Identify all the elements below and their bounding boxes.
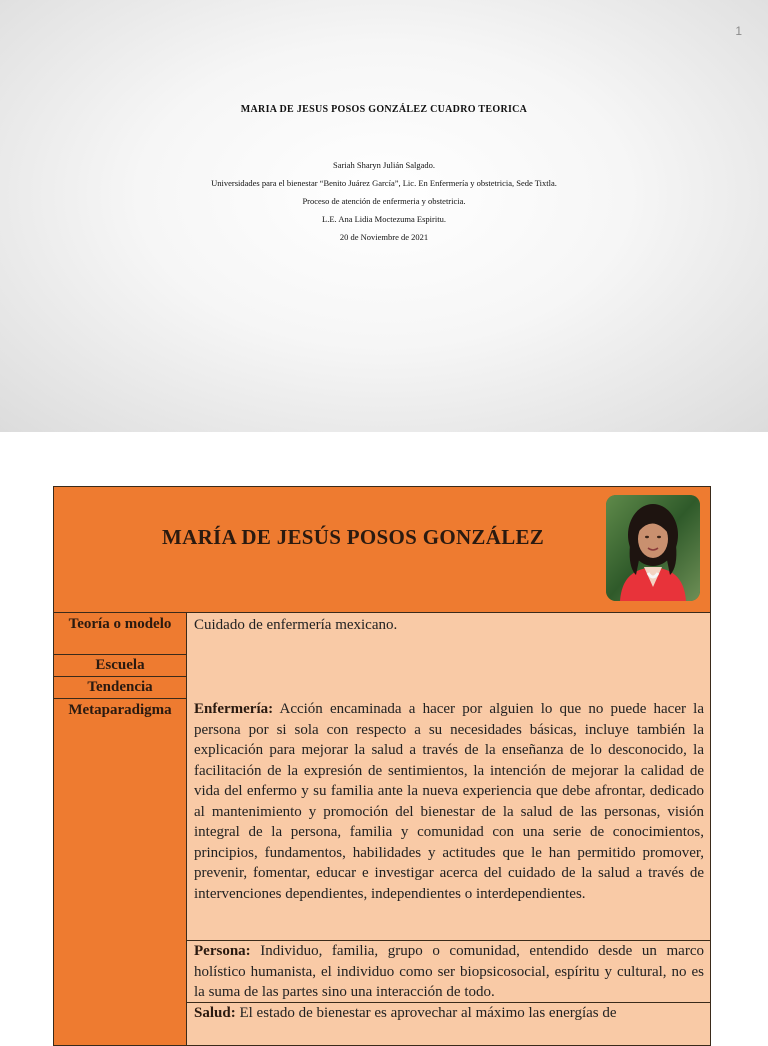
portrait-photo: [606, 495, 700, 601]
row-teoria: [54, 613, 710, 655]
row-metaparadigma: [54, 698, 710, 1046]
author-name: Sariah Sharyn Julián Salgado.: [333, 160, 435, 170]
label-teoria: Teoría o modelo: [54, 613, 187, 654]
portrait-image: [606, 495, 700, 601]
value-escuela: [187, 654, 710, 676]
text-enfermeria: Acción encaminada a hacer por alguien lo que no puede hacer la persona por si sola con respecto a su necesidades básicas, incluye también la explicación para mejorar la salud a través de la enseñanza de lo desconocido, la facilitación de la expresión de sentimientos, la intención de mejorar la calidad de vida del enfermo y su familia ante la nueva experiencia que debe afrontar, dedicado al mantenimiento y promoción del bienestar de la salud de las personas, visión integral de la persona, familia y comunidad con una serie de conocimientos, principios, fundamentos, habilidades y actitudes que le han permitido promover, prevenir, fomentar, educar e investigar acerca del cuidado de la salud a través de intervenciones dependientes, independientes o interdependientes.: [194, 701, 704, 902]
slide-title: MARIA DE JESUS POSOS GONZÁLEZ CUADRO TEORICA: [240, 104, 528, 115]
teacher: L.E. Ana Lidia Moctezuma Espiritu.: [322, 214, 446, 224]
institution: Universidades para el bienestar “Benito Juárez García”, Lic. En Enfermería y obstetricia, Sede Tixtla.: [211, 178, 557, 188]
date: 20 de Noviembre de 2021: [339, 232, 429, 242]
card-header: [54, 487, 710, 613]
value-teoria: Cuidado de enfermería mexicano.: [187, 613, 710, 654]
metaparadigma-persona: [187, 941, 710, 1003]
page-number: 1: [735, 24, 742, 38]
label-tendencia: Tendencia: [54, 676, 187, 698]
term-persona: Persona:: [194, 943, 251, 959]
theory-table-card: [53, 486, 711, 1046]
label-escuela: Escuela: [54, 654, 187, 676]
metaparadigma-salud: [187, 1003, 710, 1046]
card-title: MARÍA DE JESÚS POSOS GONZÁLEZ: [162, 525, 545, 549]
text-salud: El estado de bienestar es aprovechar al máximo las energías de: [239, 1005, 617, 1021]
text-persona: Individuo, familia, grupo o comunidad, entendido desde un marco holístico humanista, el individuo como ser biopsicosocial, espíritu y cultural, no es la suma de las partes sino una interacción de todo.: [194, 943, 704, 1000]
term-enfermeria: Enfermería:: [194, 701, 274, 717]
title-slide: [0, 0, 768, 432]
content-slide: [0, 432, 768, 1024]
row-escuela: [54, 654, 710, 677]
author-info: [0, 156, 768, 246]
label-metaparadigma: Metaparadigma: [54, 698, 187, 1046]
row-tendencia: [54, 676, 710, 699]
value-tendencia: [187, 676, 710, 698]
course: Proceso de atención de enfermeria y obstetricia.: [302, 196, 466, 206]
term-salud: Salud:: [194, 1005, 236, 1021]
metaparadigma-enfermeria: [187, 698, 710, 941]
